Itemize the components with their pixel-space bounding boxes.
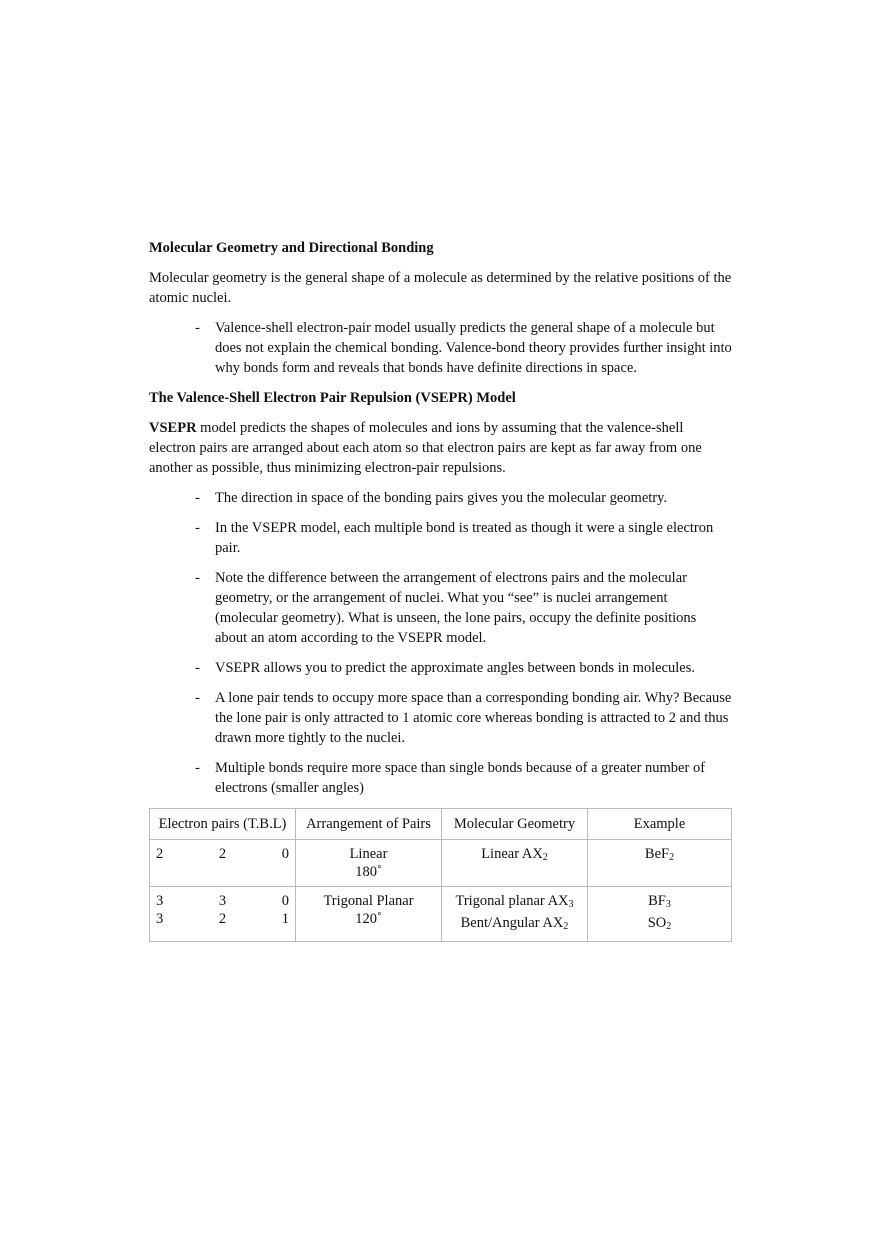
example-text: BF	[648, 893, 666, 909]
bullet-list-2	[149, 488, 732, 798]
example-subscript: 2	[669, 852, 675, 863]
pairs-cell	[150, 840, 296, 887]
list-item	[149, 658, 732, 678]
geometry-subscript: 3	[568, 899, 574, 910]
example-line	[594, 892, 725, 914]
table-row	[150, 840, 732, 887]
list-item	[149, 318, 732, 378]
geometry-line	[448, 914, 581, 936]
bonding-pairs: 2	[218, 911, 227, 927]
list-item	[149, 518, 732, 558]
geometry-line	[448, 892, 581, 914]
column-header-example: Example	[588, 809, 732, 840]
paragraph-molecular-geometry: Molecular geometry is the general shape of a molecule as determined by the relative positions of the atomic nuclei.	[149, 270, 732, 306]
lone-pairs: 0	[281, 846, 289, 862]
example-line	[594, 845, 725, 867]
list-item	[149, 488, 732, 508]
total-pairs: 2	[156, 846, 164, 862]
bond-angle: 120˚	[355, 911, 382, 927]
vsepr-definition: model predicts the shapes of molecules and ions by assuming that the valence-shell electron pairs are arranged about each atom so that electron pairs are kept as far away from one another as possible, thus minimizing electron-pair repulsions.	[149, 420, 702, 476]
dash-marker: -	[195, 490, 200, 506]
list-item-text: Note the difference between the arrangement of electrons pairs and the molecular geometry, or the arrangement of nuclei. What you “see” is nuclei arrangement (molecular geometry). What is unseen, the lone pairs, occupy the definite positions about an atom according to the VSEPR model.	[215, 570, 697, 646]
vsepr-table	[149, 808, 732, 942]
dash-marker: -	[195, 660, 200, 676]
heading-molecular-geometry: Molecular Geometry and Directional Bonding	[149, 240, 434, 256]
example-line	[594, 914, 725, 936]
arrangement-cell	[296, 887, 442, 942]
lone-pairs: 1	[281, 911, 289, 927]
example-subscript: 3	[665, 899, 671, 910]
dash-marker: -	[195, 320, 200, 336]
geometry-text: Trigonal planar AX	[455, 893, 569, 909]
pairs-cell	[150, 887, 296, 942]
dash-marker: -	[195, 570, 200, 586]
dash-marker: -	[195, 520, 200, 536]
vsepr-bold-term: VSEPR	[149, 420, 197, 436]
total-pairs: 3	[156, 893, 164, 909]
geometry-line	[448, 845, 581, 867]
list-item-text: Valence-shell electron-pair model usually predicts the general shape of a molecule but does not explain the chemical bonding. Valence-bond theory provides further insight into why bonds form and reveals that bonds have definite directions in space.	[215, 320, 732, 376]
list-item	[149, 688, 732, 748]
arrangement-name: Linear	[349, 846, 388, 862]
table-row	[150, 887, 732, 942]
column-header-arrangement: Arrangement of Pairs	[296, 809, 442, 840]
column-header-electron-pairs: Electron pairs (T.B.L)	[150, 809, 296, 840]
arrangement-cell	[296, 840, 442, 887]
example-subscript: 2	[666, 921, 672, 932]
pairs-line	[156, 892, 289, 910]
list-item-text: VSEPR allows you to predict the approximate angles between bonds in molecules.	[215, 660, 696, 676]
list-item	[149, 568, 732, 648]
list-item-text: A lone pair tends to occupy more space than a corresponding bonding air. Why? Because the lone pair is only attracted to 1 atomic core whereas bonding is attracted to 2 and thus drawn more tightly to the nuclei.	[215, 690, 732, 746]
example-cell	[588, 887, 732, 942]
document-page	[149, 238, 732, 942]
geometry-cell	[442, 840, 588, 887]
heading-vsepr: The Valence-Shell Electron Pair Repulsion (VSEPR) Model	[149, 390, 516, 406]
geometry-text: Linear AX	[481, 846, 543, 862]
pairs-line	[156, 845, 289, 863]
pairs-line	[156, 910, 289, 928]
list-item-text: Multiple bonds require more space than single bonds because of a greater number of electrons (smaller angles)	[215, 760, 706, 796]
geometry-text: Bent/Angular AX	[460, 915, 564, 931]
table-header-row	[150, 809, 732, 840]
dash-marker: -	[195, 760, 200, 776]
geometry-cell	[442, 887, 588, 942]
bullet-list-1	[149, 318, 732, 378]
bonding-pairs: 2	[218, 846, 227, 862]
geometry-subscript: 2	[542, 852, 548, 863]
bond-angle: 180˚	[355, 864, 382, 880]
lone-pairs: 0	[281, 893, 289, 909]
paragraph-vsepr	[149, 418, 732, 478]
list-item	[149, 758, 732, 798]
bonding-pairs: 3	[218, 893, 227, 909]
example-text: BeF	[644, 846, 670, 862]
geometry-subscript: 2	[563, 921, 569, 932]
column-header-geometry: Molecular Geometry	[442, 809, 588, 840]
example-cell	[588, 840, 732, 887]
dash-marker: -	[195, 690, 200, 706]
total-pairs: 3	[156, 911, 164, 927]
list-item-text: In the VSEPR model, each multiple bond is treated as though it were a single electron pair.	[215, 520, 714, 556]
example-text: SO	[647, 915, 667, 931]
list-item-text: The direction in space of the bonding pairs gives you the molecular geometry.	[215, 490, 668, 506]
arrangement-name: Trigonal Planar	[323, 893, 414, 909]
